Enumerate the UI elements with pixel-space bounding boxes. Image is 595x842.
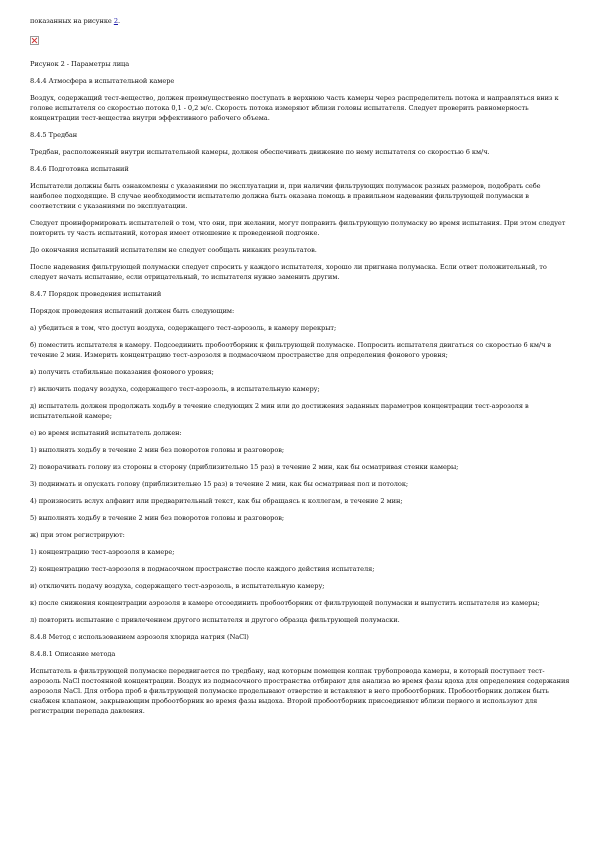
section-8-4-5-heading: 8.4.5 Тредбан: [30, 131, 78, 139]
figure-2-link[interactable]: 2: [113, 17, 118, 25]
section-8-4-8-1-heading: 8.4.8.1 Описание метода: [30, 650, 116, 658]
step-e: е) во время испытаний испытатель должен:: [30, 429, 182, 437]
step-k: к) после снижения концентрации аэрозоля в камере отсоединить пробоотборник от фильтрующей полумаски и выпустить испытателя из камеры;: [30, 599, 540, 607]
section-8-4-8-1-text: Испытатель в фильтрующей полумаске передвигается по тредбану, над которым помещен колпак трубопровода камеры, в который поступает тест-аэрозоль NaCl постоянной концентрации. Воздух из подмасочного пространства отбирают для анализа во время фазы вдоха для определения содержания аэрозоля NaCl. Для отбора проб в фильтрующей полумаске проделывают отверстие и вставляют в него пробоотборник. Пробоотборник должен быть снабжен клапаном, закрывающим пробоотборник во время фазы выдоха. Второй пробоотборник присоединяют вблизи первого и используют для регистрации перепада давления.: [30, 667, 570, 715]
step-zh: ж) при этом регистрируют:: [30, 531, 125, 539]
step-d: д) испытатель должен продолжать ходьбу в течение следующих 2 мин или до достижения заданных параметров концентрации тест-аэрозоля в испытательной камере;: [30, 402, 529, 420]
section-8-4-5-text: Тредбан, расположенный внутри испытательной камеры, должен обеспечивать движение по нему испытателя со скоростью 6 км/ч.: [30, 148, 490, 156]
step-e-1: 1) выполнять ходьбу в течение 2 мин без поворотов головы и разговоров;: [30, 446, 285, 454]
intro-paragraph: [30, 16, 570, 26]
step-v: в) получить стабильные показания фонового уровня;: [30, 368, 214, 376]
section-8-4-6-text-4: После надевания фильтрующей полумаски следует спросить у каждого испытателя, хорошо ли пригнана полумаска. Если ответ положительный, то следует начать испытание, если отрицательный, то испытателя нужно заменить другим.: [30, 263, 547, 281]
section-8-4-6-text-2: Следует проинформировать испытателей о том, что они, при желании, могут поправить фильтрующую полумаску во время испытания. При этом следует повторить ту часть испытаний, которая имеет отношение к проведенной подгонке.: [30, 219, 566, 237]
section-8-4-4-heading: 8.4.4 Атмосфера в испытательной камере: [30, 77, 175, 85]
section-8-4-8-heading: 8.4.8 Метод с использованием аэрозоля хлорида натрия (NaCl): [30, 633, 249, 641]
step-g: г) включить подачу воздуха, содержащего тест-аэрозоль, в испытательную камеру;: [30, 385, 320, 393]
step-e-2: 2) поворачивать голову из стороны в сторону (приблизительно 15 раз) в течение 2 мин, как бы осматривая стенки камеры;: [30, 463, 459, 471]
section-8-4-7-heading: 8.4.7 Порядок проведения испытаний: [30, 290, 162, 298]
step-zh-2: 2) концентрацию тест-аэрозоля в подмасочном пространстве после каждого действия испытателя;: [30, 565, 375, 573]
intro-tail: .: [117, 17, 121, 25]
section-8-4-6-text-3: До окончания испытаний испытателям не следует сообщать никаких результатов.: [30, 246, 317, 254]
figure-caption: Рисунок 2 - Параметры лица: [30, 60, 130, 68]
step-l: л) повторить испытание с привлечением другого испытателя и другого образца фильтрующей полумаски.: [30, 616, 400, 624]
step-i: и) отключить подачу воздуха, содержащего тест-аэрозоль, в испытательную камеру;: [30, 582, 325, 590]
step-b: б) поместить испытателя в камеру. Подсоединить пробоотборник к фильтрующей полумаске. Попросить испытателя двигаться со скоростью 6 км/ч в течение 2 мин. Измерить концентрацию тест-аэрозоля в подмасочном пространстве для определения фонового уровня;: [30, 341, 552, 359]
broken-image-icon: [30, 36, 39, 45]
step-e-5: 5) выполнять ходьбу в течение 2 мин без поворотов головы и разговоров;: [30, 514, 285, 522]
step-zh-1: 1) концентрацию тест-аэрозоля в камере;: [30, 548, 175, 556]
step-e-4: 4) произносить вслух алфавит или предварительный текст, как бы обращаясь к коллегам, в течение 2 мин;: [30, 497, 403, 505]
intro-text: показанных на рисунке: [30, 17, 114, 25]
section-8-4-7-intro: Порядок проведения испытаний должен быть следующим:: [30, 307, 235, 315]
section-8-4-6-text-1: Испытатели должны быть ознакомлены с указаниями по эксплуатации и, при наличии фильтрующих полумасок разных размеров, подобрать себе наиболее подходящие. В случае необходимости испытателю должна быть оказана помощь в правильном надевании фильтрующей полумаски в соответствии с указаниями по эксплуатации.: [30, 182, 541, 210]
step-a: а) убедиться в том, что доступ воздуха, содержащего тест-аэрозоль, в камеру перекрыт;: [30, 324, 337, 332]
step-e-3: 3) поднимать и опускать голову (приблизительно 15 раз) в течение 2 мин, как бы осматривая пол и потолок;: [30, 480, 409, 488]
section-8-4-4-text: Воздух, содержащий тест-вещество, должен преимущественно поступать в верхнюю часть камеры через распределитель потока и направляться вниз к голове испытателя со скоростью потока 0,1 - 0,2 м/с. Скорость потока измеряют вблизи головы испытателя. Следует проверить равномерность концентрации тест-вещества внутри эффективного рабочего объема.: [30, 94, 559, 122]
document-page: [30, 16, 570, 723]
section-8-4-6-heading: 8.4.6 Подготовка испытаний: [30, 165, 129, 173]
